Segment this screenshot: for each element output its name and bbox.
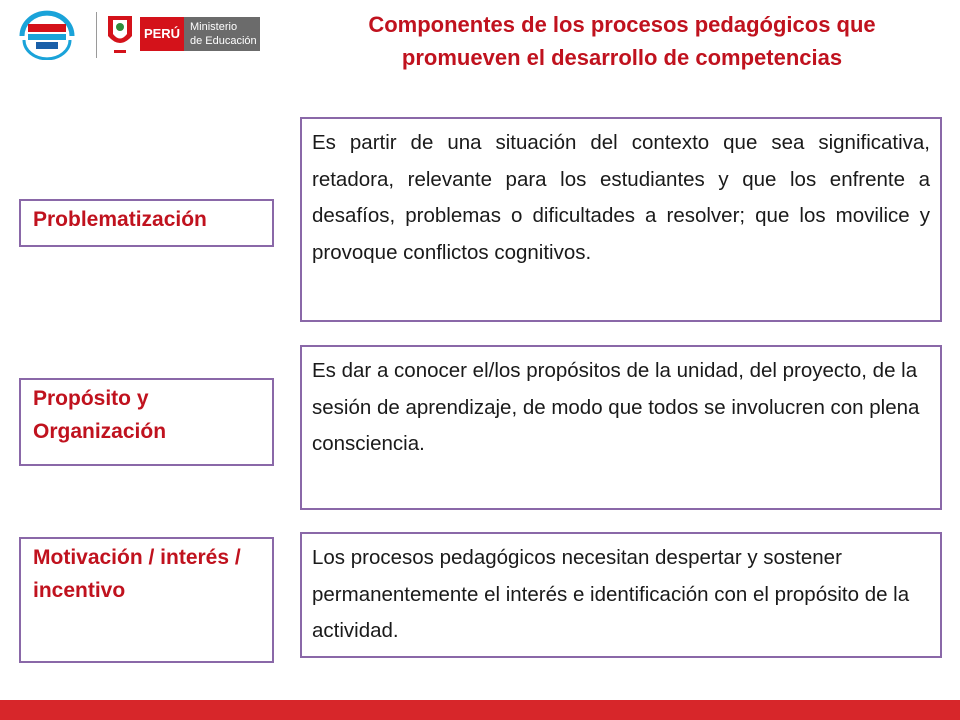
header-separator (96, 12, 97, 58)
footer-bar (0, 700, 960, 720)
label-text: Motivación / interés / incentivo (33, 546, 241, 602)
ministry-line1: Ministerio (190, 21, 238, 33)
label-text: Propósito y Organización (33, 387, 167, 443)
campaign-logo (14, 10, 80, 60)
desc-text: Los procesos pedagógicos necesitan despertar y sostener permanentemente el interés e identificación con el propósito de la actividad. (312, 546, 910, 642)
desc-text: Es dar a conocer el/los propósitos de la unidad, del proyecto, de la sesión de aprendizaje, de modo que todos se involucren con plena consciencia. (312, 359, 920, 455)
label-proposito (19, 378, 274, 466)
ministry-line2: de Educación (190, 35, 257, 47)
page-title (292, 8, 952, 74)
desc-motivacion (300, 532, 942, 658)
title-line1: Componentes de los procesos pedagógicos que (368, 12, 876, 37)
title-line2: promueven el desarrollo de competencias (401, 45, 843, 70)
label-motivacion (19, 537, 274, 663)
desc-problematizacion (300, 117, 942, 322)
national-shield-icon (104, 12, 136, 56)
label-problematizacion (19, 199, 274, 247)
desc-proposito (300, 345, 942, 510)
campaign-logo-icon (14, 10, 80, 60)
desc-text: Es partir de una situación del contexto que sea significativa, retadora, relevante para los estudiantes y que los enfrente a desafíos, problemas o dificultades a resolver; que los movilice y provoque conflictos cognitivos. (312, 131, 930, 264)
peru-label: PERÚ (140, 17, 184, 51)
ministry-label (184, 17, 260, 51)
label-text: Problematización (33, 208, 207, 231)
